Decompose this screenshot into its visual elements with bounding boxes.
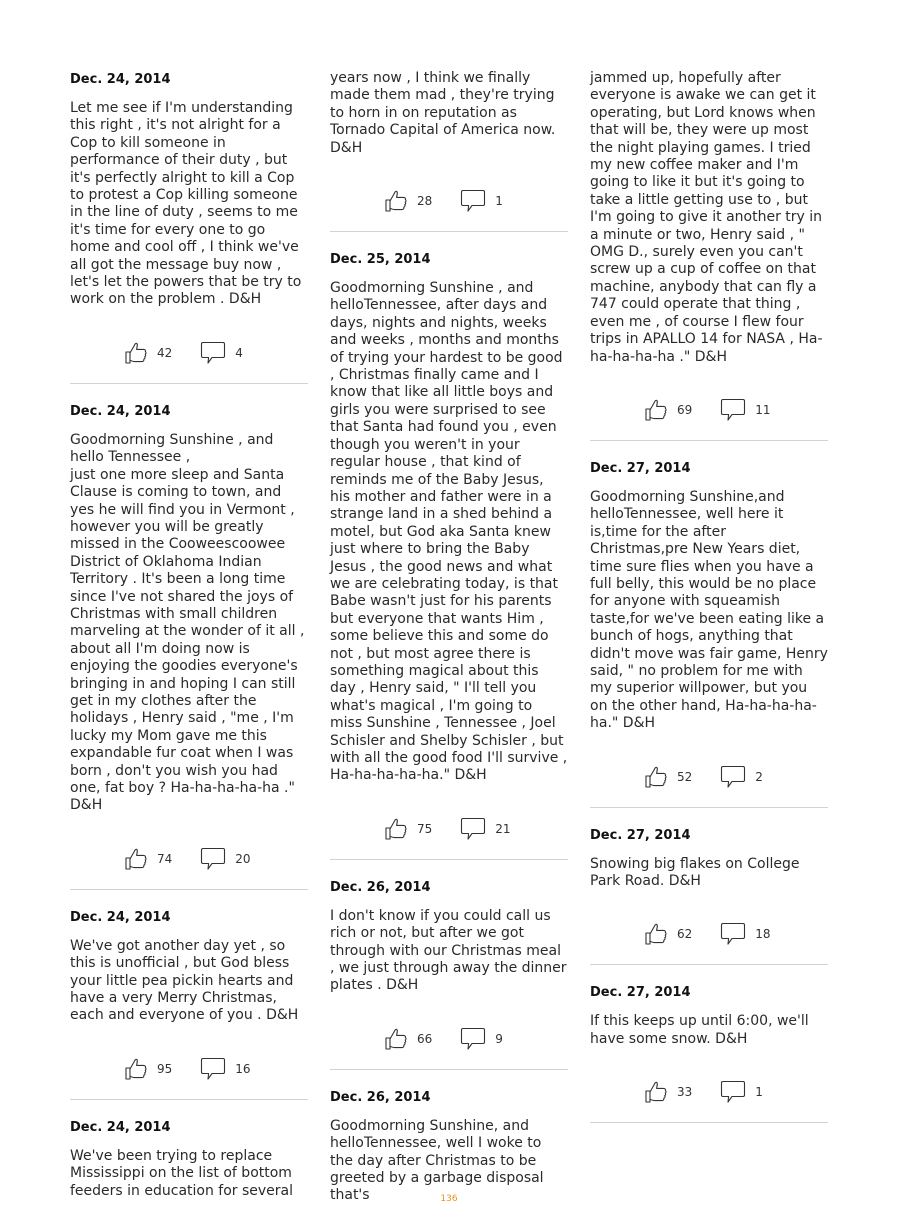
post — [590, 68, 828, 441]
post-date: Dec. 27, 2014 — [590, 460, 691, 476]
divider — [70, 1099, 308, 1100]
post-stats — [330, 187, 568, 215]
post-text: years now , I think we finally made them mad , they're trying to horn in on reputation as Tornado Capital of America now. D&H — [330, 70, 560, 156]
speech-bubble-icon — [720, 922, 746, 946]
post — [330, 68, 568, 232]
post-text: If this keeps up until 6:00, we'll have some snow. D&H — [590, 1013, 814, 1047]
like-button[interactable] — [384, 817, 432, 841]
post-stats — [590, 763, 828, 791]
post-text: Goodmorning Sunshine,and helloTennessee, well here it is,time for the after Christmas,pre New Years diet, time sure flies when you have a full belly, this would be no place for anyone with squeamish taste,for we've been eating like a bunch of hogs, anything that didn't move was fair game, Henry said, " no problem for me with my superior willpower, but you on the other hand, Ha-ha-ha-ha-ha." D&H — [590, 488, 833, 732]
comment-count: 20 — [235, 851, 251, 866]
column-1 — [70, 68, 308, 1200]
post-stats — [70, 339, 308, 367]
post — [330, 248, 572, 860]
like-count: 66 — [417, 1031, 433, 1046]
comment-count: 1 — [495, 194, 503, 209]
post-text: Goodmorning Sunshine , and helloTennessee, after days and days, nights and nights, weeks and weeks , months and months of trying your hardest to be good , Christmas finally came and I know that like all little boys and girls you were surprised to see that Santa had found you , even though you weren't in your regular house , that kind of reminds me of the Baby Jesus, his mother and father were in a strange land in a shed behind a motel, but God aka Santa knew just where to bring the Baby Jesus , the good news and what we are celebrating today, is that Babe wasn't just for his parents but everyone that wants Him , some believe this and some do not , but most agree there is something magical about this day , Henry said, " I'll tell you what's magical , I'm going to miss Sunshine , Tennessee , Joel Schisler and Shelby Schisler , but with all the good food I'll survive , Ha-ha-ha-ha-ha." D&H — [330, 280, 572, 784]
like-button[interactable] — [384, 189, 432, 213]
speech-bubble-icon — [460, 817, 486, 841]
speech-bubble-icon — [460, 1027, 486, 1051]
thumbs-up-icon — [384, 817, 408, 841]
like-count: 42 — [157, 345, 173, 360]
post — [70, 1116, 308, 1200]
comment-button[interactable] — [460, 817, 510, 841]
like-count: 75 — [417, 821, 433, 836]
speech-bubble-icon — [720, 765, 746, 789]
post-stats — [70, 845, 308, 873]
post — [70, 400, 308, 890]
thumbs-up-icon — [124, 847, 148, 871]
column-3 — [590, 68, 833, 1139]
like-button[interactable] — [644, 922, 692, 946]
like-button[interactable] — [644, 765, 692, 789]
post-stats — [330, 815, 568, 843]
post-text: We've been trying to replace Mississippi on the list of bottom feeders in education for several — [70, 1147, 297, 1199]
thumbs-up-icon — [644, 765, 668, 789]
thumbs-up-icon — [124, 341, 148, 365]
comment-count: 9 — [495, 1031, 503, 1046]
post — [70, 906, 308, 1100]
comment-button[interactable] — [720, 1080, 763, 1104]
post-text: Goodmorning Sunshine , and hello Tennessee , just one more sleep and Santa Clause is coming to town, and yes he will find you in Vermont , however you will be greatly missed in the Cooweescoowee District of Oklahoma Indian Territory . It's been a long time since I've not shared the joys of Christmas with small children marveling at the wonder of it all , about all I'm doing now is enjoying the goodies everyone's bringing in and hoping I can still get in my clothes after the holidays , Henry said , "me , I'm lucky my Mom gave me this expandable fur coat when I was born , don't you wish you had one, fat boy ? Ha-ha-ha-ha-ha ." D&H — [70, 431, 305, 814]
comment-button[interactable] — [200, 847, 250, 871]
thumbs-up-icon — [384, 189, 408, 213]
divider — [70, 383, 308, 384]
post — [330, 1086, 568, 1205]
page-number: 136 — [440, 1194, 458, 1204]
divider — [590, 964, 828, 965]
post — [330, 876, 571, 1070]
divider — [590, 807, 828, 808]
divider — [330, 231, 568, 232]
comment-count: 1 — [755, 1085, 763, 1100]
post-text: Goodmorning Sunshine, and helloTennessee, well I woke to the day after Christmas to be greeted by a garbage disposal that's — [330, 1117, 549, 1204]
comment-button[interactable] — [720, 765, 763, 789]
column-2 — [330, 68, 572, 1205]
post-text: Snowing big flakes on College Park Road. D&H — [590, 855, 804, 889]
speech-bubble-icon — [720, 398, 746, 422]
divider — [330, 1069, 568, 1070]
comment-button[interactable] — [200, 1057, 250, 1081]
comment-count: 2 — [755, 769, 763, 784]
post-date: Dec. 26, 2014 — [330, 879, 431, 895]
post-date: Dec. 26, 2014 — [330, 1089, 431, 1105]
post-stats — [70, 1055, 308, 1083]
speech-bubble-icon — [720, 1080, 746, 1104]
post-text: Let me see if I'm understanding this right , it's not alright for a Cop to kill someone in performance of their duty , but it's perfectly alright to kill a Cop to protest a Cop killing someone in the line of duty , seems to me it's time for every one to go home and cool off , I think we've all got the message buy now , let's let the powers that be try to work on the problem . D&H — [70, 100, 306, 308]
comment-count: 11 — [755, 402, 771, 417]
post-date: Dec. 24, 2014 — [70, 403, 171, 419]
post — [70, 68, 308, 384]
comment-count: 4 — [235, 345, 243, 360]
comment-count: 18 — [755, 927, 771, 942]
thumbs-up-icon — [384, 1027, 408, 1051]
thumbs-up-icon — [124, 1057, 148, 1081]
divider — [70, 889, 308, 890]
post-date: Dec. 27, 2014 — [590, 985, 691, 1001]
divider — [590, 1122, 828, 1123]
comment-button[interactable] — [460, 1027, 503, 1051]
like-button[interactable] — [124, 341, 172, 365]
divider — [330, 859, 568, 860]
like-button[interactable] — [644, 1080, 692, 1104]
post — [590, 981, 828, 1123]
thumbs-up-icon — [644, 398, 668, 422]
post-stats — [590, 920, 828, 948]
post-date: Dec. 24, 2014 — [70, 1119, 171, 1135]
like-count: 28 — [417, 194, 433, 209]
like-count: 52 — [677, 769, 693, 784]
speech-bubble-icon — [460, 189, 486, 213]
speech-bubble-icon — [200, 341, 226, 365]
like-button[interactable] — [124, 1057, 172, 1081]
post-text: jammed up, hopefully after everyone is awake we can get it operating, but Lord knows when that will be, they were up most the night playing games. I tried my new coffee maker and I'm going to like it but it's going to take a little getting use to , but I'm going to give it another try in a minute or two, Henry said , " OMG D., surely even you can't screw up a cup of coffee on that machine, anybody that can fly a 747 could operate that thing , even me , of course I flew four trips in APALLO 14 for NASA , Ha-ha-ha-ha-ha ." D&H — [590, 70, 827, 365]
like-count: 95 — [157, 1061, 173, 1076]
comment-button[interactable] — [460, 189, 503, 213]
like-count: 74 — [157, 851, 173, 866]
post-date: Dec. 24, 2014 — [70, 72, 171, 87]
like-count: 62 — [677, 927, 693, 942]
speech-bubble-icon — [200, 1057, 226, 1081]
post-stats — [330, 1025, 568, 1053]
post — [590, 824, 828, 966]
post-text: I don't know if you could call us rich or not, but after we got through with our Christmas meal , we just through away the dinner plates . D&H — [330, 907, 571, 994]
comment-button[interactable] — [720, 922, 770, 946]
comment-button[interactable] — [720, 398, 770, 422]
comment-count: 16 — [235, 1061, 251, 1076]
thumbs-up-icon — [644, 1080, 668, 1104]
like-button[interactable] — [644, 398, 692, 422]
post-date: Dec. 25, 2014 — [330, 252, 431, 268]
post-stats — [590, 1078, 828, 1106]
post-date: Dec. 27, 2014 — [590, 827, 691, 843]
post — [590, 457, 833, 808]
post-text: We've got another day yet , so this is unofficial , but God bless your little pea pickin hearts and have a very Merry Christmas, each and everyone of you . D&H — [70, 937, 299, 1024]
like-count: 33 — [677, 1085, 693, 1100]
like-button[interactable] — [124, 847, 172, 871]
post-stats — [590, 396, 828, 424]
like-button[interactable] — [384, 1027, 432, 1051]
post-date: Dec. 24, 2014 — [70, 909, 171, 925]
comment-button[interactable] — [200, 341, 243, 365]
like-count: 69 — [677, 402, 693, 417]
speech-bubble-icon — [200, 847, 226, 871]
divider — [590, 440, 828, 441]
thumbs-up-icon — [644, 922, 668, 946]
comment-count: 21 — [495, 821, 511, 836]
